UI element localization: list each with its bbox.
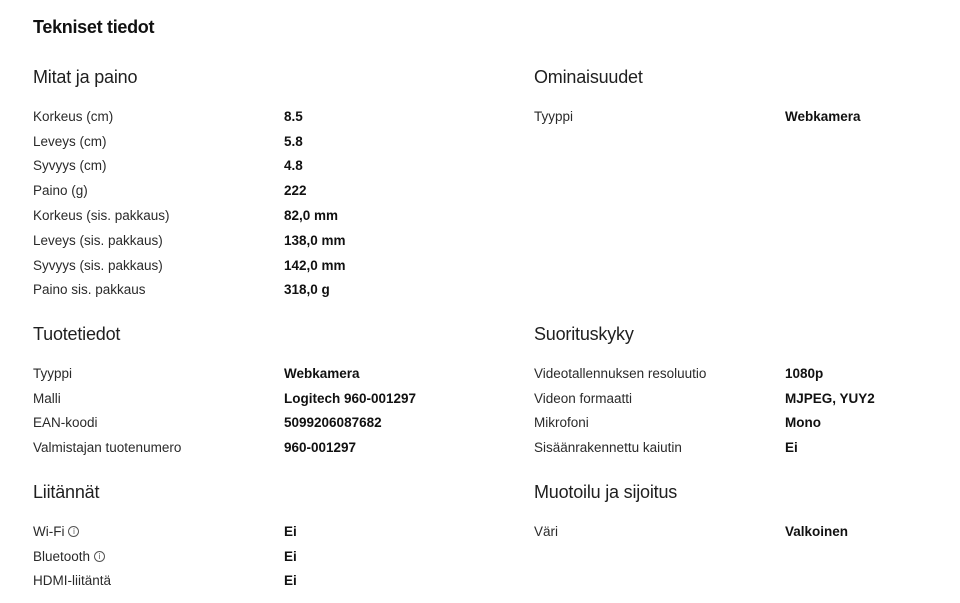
- spec-label: Leveys (cm): [33, 133, 107, 149]
- spec-label: Valmistajan tuotenumero: [33, 440, 182, 456]
- spec-row-video-format: [534, 386, 954, 411]
- spec-row-package-width: [33, 228, 453, 253]
- spec-row-wifi: [33, 519, 453, 544]
- spec-label: HDMI-liitäntä: [33, 573, 112, 589]
- spec-label: Paino sis. pakkaus: [33, 282, 146, 298]
- spec-value: MJPEG, YUY2: [785, 390, 875, 406]
- spec-label-wrapper: [33, 549, 284, 564]
- spec-label: Tyyppi: [534, 108, 574, 124]
- spec-label: Korkeus (cm): [33, 108, 114, 124]
- section-title-product-info: Tuotetiedot: [33, 324, 121, 344]
- spec-value: 960-001297: [284, 440, 357, 456]
- spec-label: Tyyppi: [33, 365, 73, 381]
- spec-row-built-in-speaker: [534, 435, 954, 460]
- info-circle-icon[interactable]: i: [68, 526, 79, 537]
- spec-row-weight: [33, 178, 453, 203]
- spec-value: 318,0 g: [284, 282, 330, 298]
- spec-row-video-resolution: [534, 361, 954, 386]
- spec-row-hdmi: [33, 569, 453, 594]
- section-title-connections: Liitännät: [33, 482, 100, 502]
- spec-value: Ei: [284, 548, 297, 564]
- spec-value: Valkoinen: [785, 523, 849, 539]
- spec-value: 4.8: [284, 158, 303, 174]
- spec-row-type: [33, 361, 453, 386]
- spec-value: 82,0 mm: [284, 208, 339, 224]
- spec-row-bluetooth: [33, 544, 453, 569]
- spec-row-model: [33, 386, 453, 411]
- spec-value: Ei: [785, 440, 798, 456]
- spec-label: Syvyys (cm): [33, 158, 107, 174]
- spec-label: Videotallennuksen resoluutio: [534, 365, 707, 381]
- spec-row-width: [33, 129, 453, 154]
- spec-value: 138,0 mm: [284, 232, 346, 248]
- section-product-info: [33, 323, 453, 460]
- spec-value: 5099206087682: [284, 415, 382, 431]
- spec-row-microphone: [534, 411, 954, 436]
- spec-row-package-weight: [33, 278, 453, 303]
- spec-value: Ei: [284, 523, 297, 539]
- spec-row-package-height: [33, 203, 453, 228]
- section-dimensions: [33, 66, 453, 302]
- section-performance: [534, 323, 954, 460]
- spec-label: Väri: [534, 523, 559, 539]
- section-design: [534, 481, 954, 544]
- section-connections: [33, 481, 453, 593]
- spec-value: Ei: [284, 573, 297, 589]
- spec-row-package-depth: [33, 253, 453, 278]
- spec-label: Mikrofoni: [534, 415, 589, 431]
- spec-row-type: [534, 104, 954, 129]
- spec-label: Wi-Fi: [33, 523, 65, 539]
- spec-label: Sisäänrakennettu kaiutin: [534, 440, 682, 456]
- spec-label-wrapper: [33, 524, 284, 539]
- spec-row-height: [33, 104, 453, 129]
- spec-row-depth: [33, 154, 453, 179]
- section-title-dimensions: Mitat ja paino: [33, 67, 138, 87]
- spec-value: Webkamera: [785, 108, 861, 124]
- spec-row-manufacturer-part-number: [33, 435, 453, 460]
- spec-value: 5.8: [284, 133, 303, 149]
- spec-label: Bluetooth: [33, 548, 91, 564]
- section-features: [534, 66, 954, 129]
- spec-row-ean: [33, 411, 453, 436]
- spec-value: 142,0 mm: [284, 257, 346, 273]
- info-circle-icon[interactable]: i: [94, 551, 105, 562]
- spec-label: Syvyys (sis. pakkaus): [33, 257, 163, 273]
- spec-label: Paino (g): [33, 183, 88, 199]
- spec-value: 222: [284, 183, 307, 199]
- spec-label: Leveys (sis. pakkaus): [33, 232, 163, 248]
- section-title-performance: Suorituskyky: [534, 324, 634, 344]
- spec-value: 1080p: [785, 365, 824, 381]
- spec-value: 8.5: [284, 108, 303, 124]
- section-title-design: Muotoilu ja sijoitus: [534, 482, 678, 502]
- spec-label: Malli: [33, 390, 61, 406]
- spec-value: Webkamera: [284, 365, 360, 381]
- spec-label: Videon formaatti: [534, 390, 633, 406]
- spec-row-color: [534, 519, 954, 544]
- page-title: Tekniset tiedot: [33, 17, 155, 37]
- spec-value: Mono: [785, 415, 821, 431]
- spec-value: Logitech 960-001297: [284, 390, 417, 406]
- spec-label: Korkeus (sis. pakkaus): [33, 208, 170, 224]
- spec-label: EAN-koodi: [33, 415, 98, 431]
- section-title-features: Ominaisuudet: [534, 67, 643, 87]
